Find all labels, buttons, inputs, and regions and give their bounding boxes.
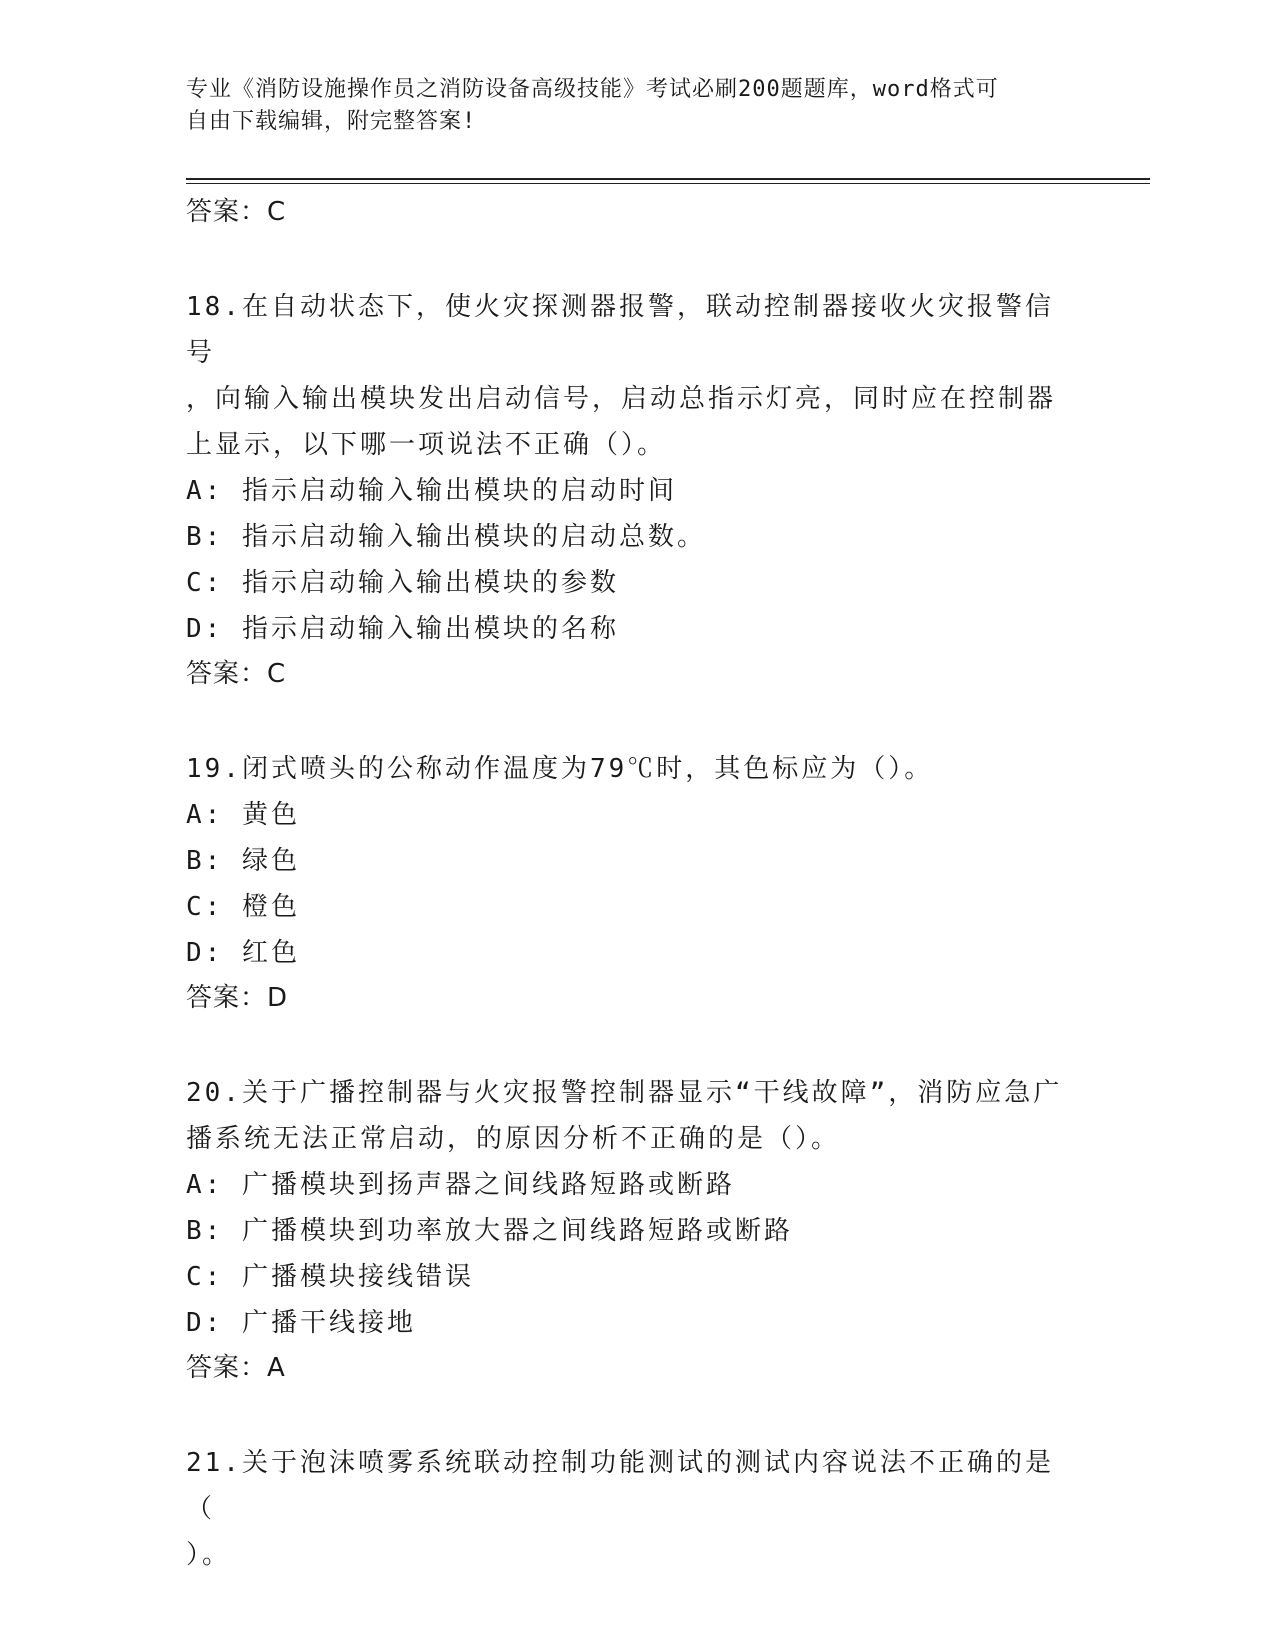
option-c: C: 指示启动输入输出模块的参数 — [186, 568, 619, 598]
question-number: 21. — [186, 1448, 242, 1478]
option-d: D: 红色 — [186, 938, 300, 968]
option-a: A: 指示启动输入输出模块的启动时间 — [186, 476, 677, 506]
question-text-line: ，向输入输出模块发出启动信号，启动总指示灯亮，同时应在控制器 — [186, 384, 1057, 414]
question-text-line: 21.关于泡沫喷雾系统联动控制功能测试的测试内容说法不正确的是（ — [186, 1448, 1054, 1524]
question-19 — [186, 746, 1076, 1020]
option-c: C: 广播模块接线错误 — [186, 1262, 474, 1292]
answer-line: 答案：C — [186, 197, 287, 227]
header-divider-thick — [186, 178, 1150, 180]
option-d: D: 指示启动输入输出模块的名称 — [186, 614, 619, 644]
question-number: 18. — [186, 292, 242, 322]
question-text-line: 18.在自动状态下，使火灾探测器报警，联动控制器接收火灾报警信号 — [186, 292, 1054, 368]
question-number: 20. — [186, 1078, 242, 1108]
question-20 — [186, 1070, 1076, 1390]
question-text-line: 19.闭式喷头的公称动作温度为79℃时，其色标应为（）。 — [186, 754, 934, 784]
question-text-line: 20.关于广播控制器与火灾报警控制器显示“干线故障”，消防应急广 — [186, 1078, 1063, 1108]
option-b: B: 广播模块到功率放大器之间线路短路或断路 — [186, 1216, 793, 1246]
option-b: B: 指示启动输入输出模块的启动总数。 — [186, 522, 706, 552]
answer-line: 答案：C — [186, 659, 287, 689]
question-21 — [186, 1440, 1076, 1578]
option-a: A: 广播模块到扬声器之间线路短路或断路 — [186, 1170, 735, 1200]
question-text-line: 播系统无法正常启动，的原因分析不正确的是（）。 — [186, 1124, 841, 1154]
header-line-1: 专业《消防设施操作员之消防设备高级技能》考试必刷200题题库，word格式可 — [186, 77, 999, 102]
question-text-line: ）。 — [186, 1540, 232, 1570]
question-18 — [186, 284, 1076, 696]
answer-line: 答案：A — [186, 1353, 286, 1383]
header-divider-thin — [186, 183, 1150, 184]
document-header — [186, 74, 1076, 138]
option-d: D: 广播干线接地 — [186, 1308, 416, 1338]
question-text-line: 上显示，以下哪一项说法不正确（）。 — [186, 430, 667, 460]
question-list — [186, 190, 1076, 1578]
question-number: 19. — [186, 754, 242, 784]
option-a: A: 黄色 — [186, 800, 300, 830]
option-b: B: 绿色 — [186, 846, 300, 876]
answer-line: 答案：D — [186, 983, 289, 1013]
option-c: C: 橙色 — [186, 892, 300, 922]
header-line-2: 自由下载编辑，附完整答案! — [186, 109, 477, 134]
